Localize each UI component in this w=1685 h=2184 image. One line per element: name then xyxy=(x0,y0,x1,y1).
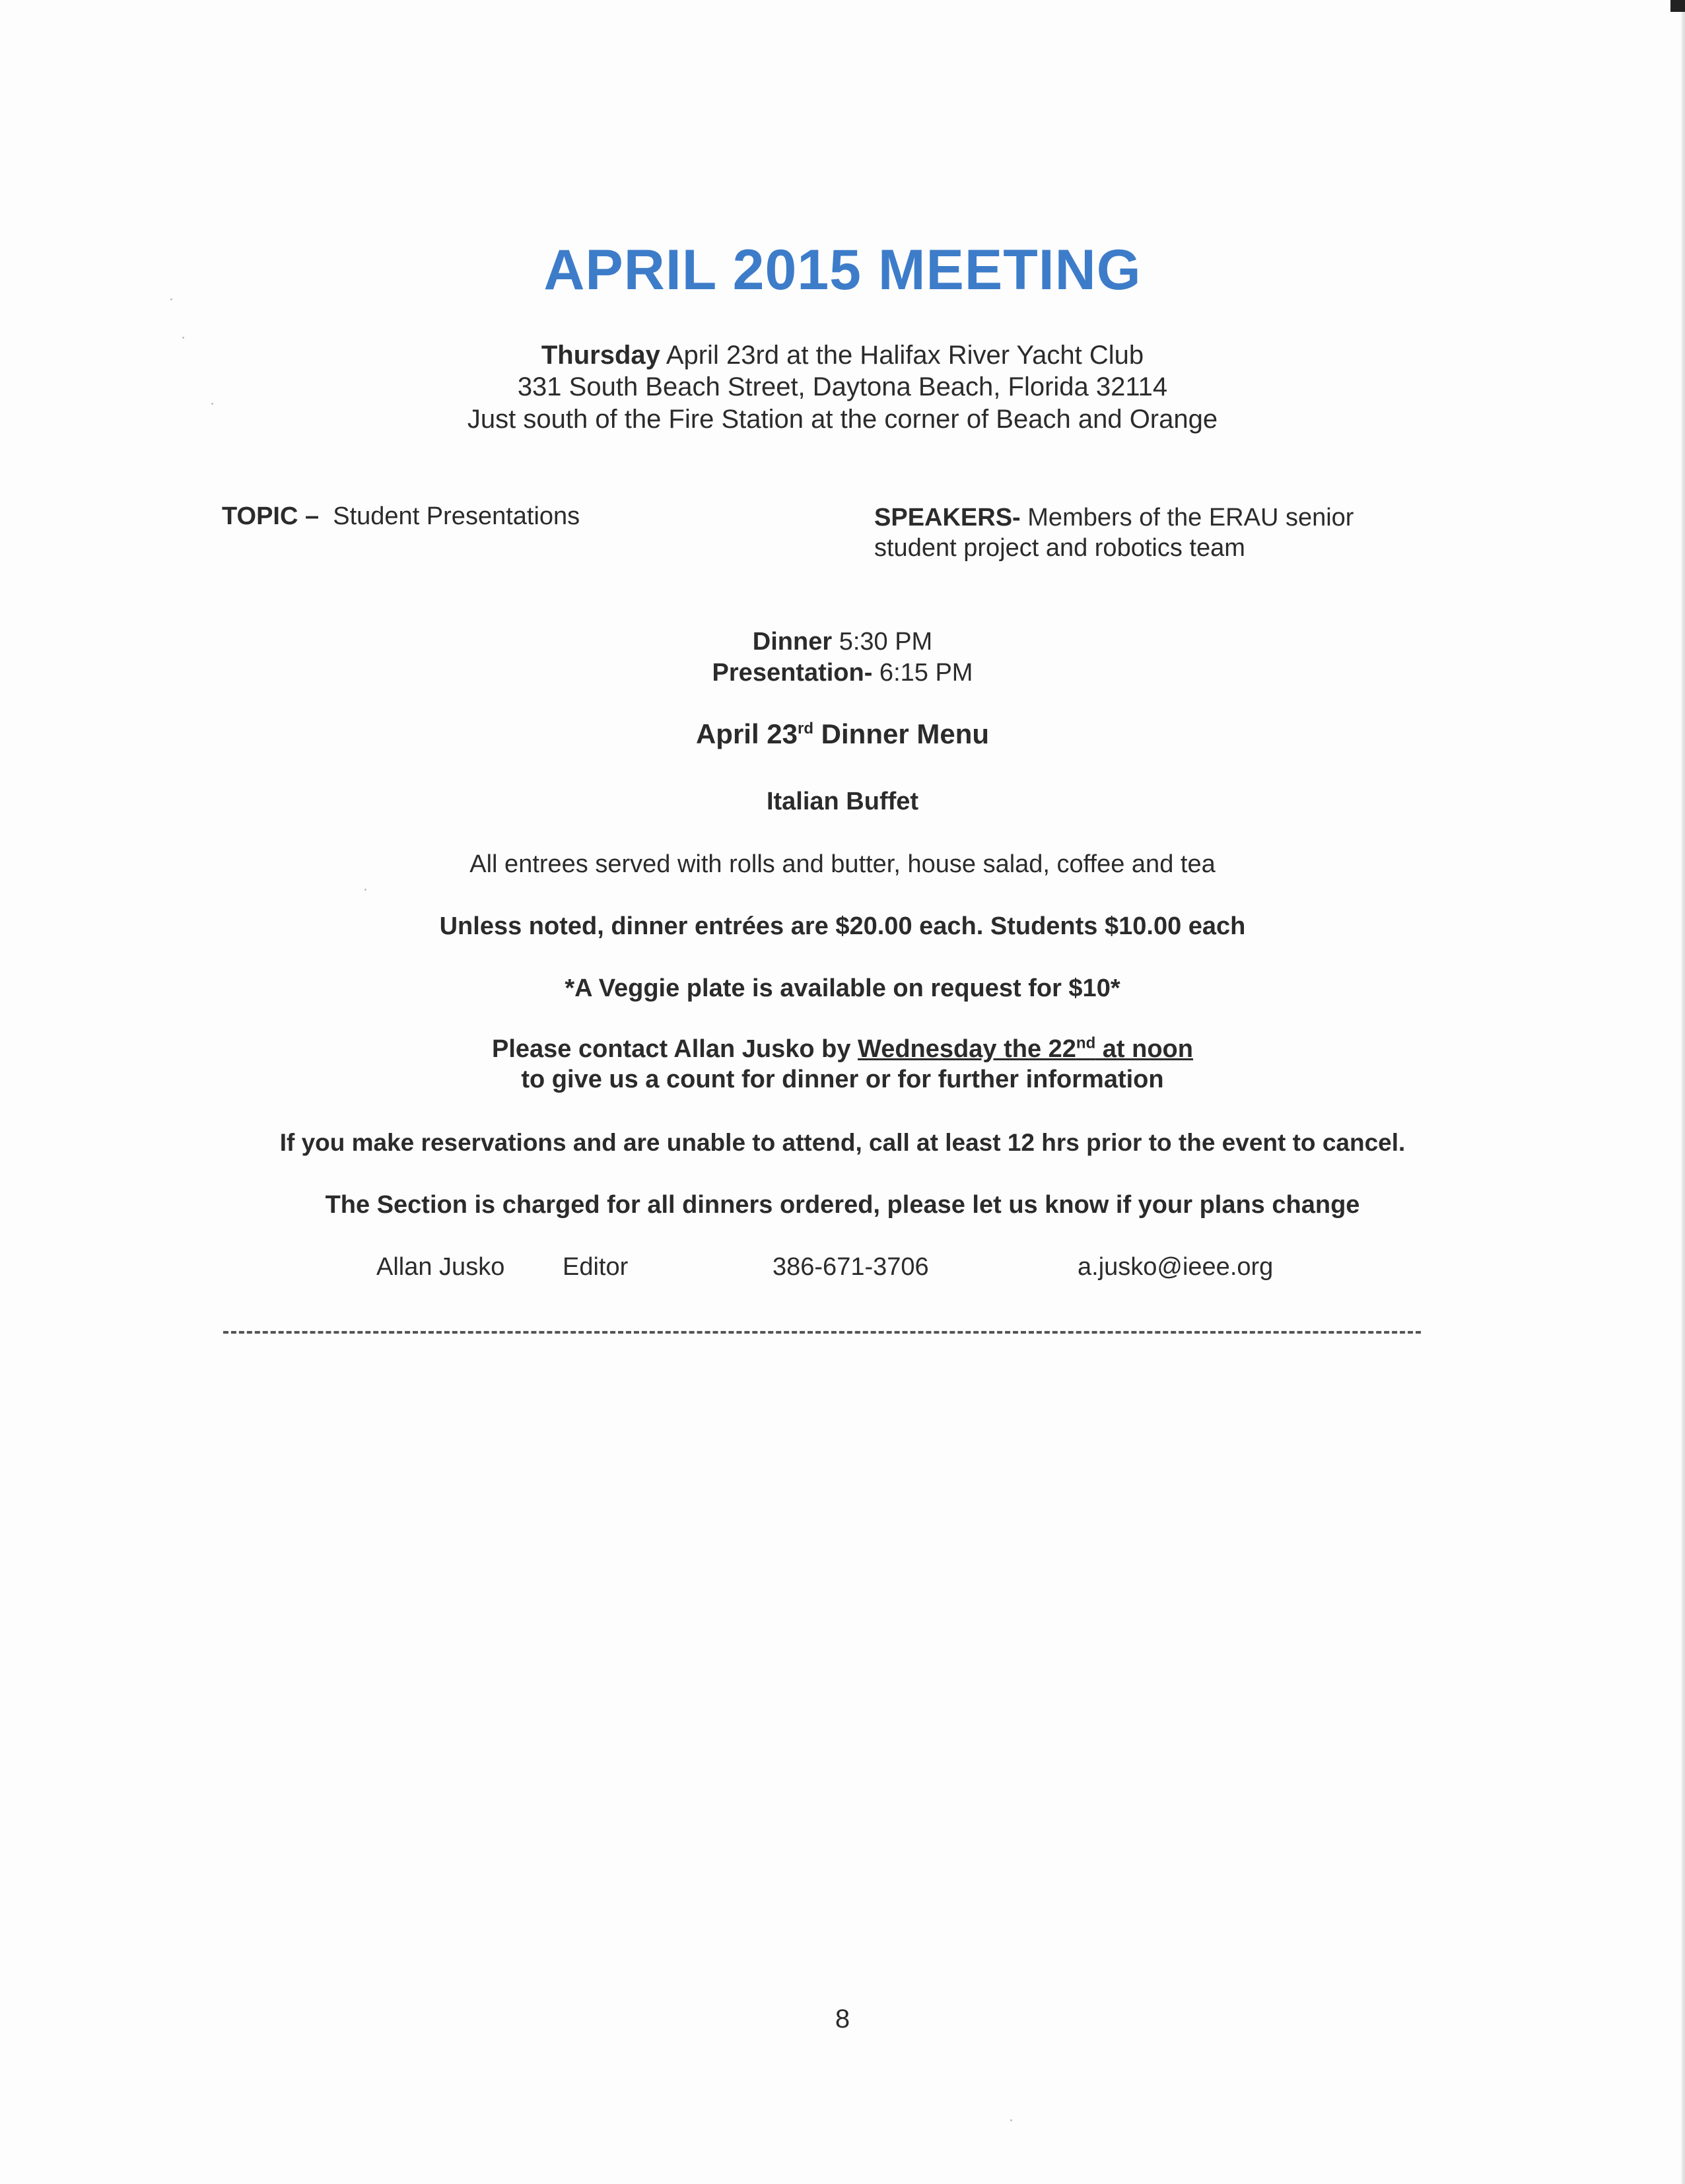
price-note: Unless noted, dinner entrées are $20.00 each. Students $10.00 each xyxy=(439,912,1246,940)
deadline-ordinal: nd xyxy=(1076,1034,1096,1052)
dinner-label: Dinner xyxy=(752,628,833,656)
editor-name: Allan Jusko xyxy=(376,1253,505,1281)
venue-day: Thursday xyxy=(541,341,660,370)
dinner-time-value: 5:30 PM xyxy=(832,628,933,656)
dinner-time xyxy=(0,628,1685,656)
speakers-line-1: Members of the ERAU senior xyxy=(1020,504,1354,531)
presentation-time-value: 6:15 PM xyxy=(872,659,973,687)
contact-line-2: to give us a count for dinner or for further information xyxy=(521,1066,1164,1093)
veggie-note: *A Veggie plate is available on request for $10* xyxy=(565,974,1120,1002)
venue-line-1-text: April 23rd at the Halifax River Yacht Club xyxy=(660,341,1144,370)
charge-policy: The Section is charged for all dinners ordered, please let us know if your plans change xyxy=(325,1191,1360,1219)
contact-line-1-text: Please contact Allan Jusko by xyxy=(492,1035,858,1063)
menu-title-date: April 23 xyxy=(695,718,798,749)
page-title: APRIL 2015 MEETING xyxy=(543,238,1142,302)
scan-speck xyxy=(182,337,184,339)
venue-directions: Just south of the Fire Station at the corner of Beach and Orange xyxy=(467,405,1218,434)
menu-title-ordinal: rd xyxy=(798,720,814,737)
scan-speck xyxy=(1010,2119,1012,2121)
menu-title-text: Dinner Menu xyxy=(813,718,990,749)
topic-label: TOPIC – xyxy=(222,502,320,530)
editor-email: a.jusko@ieee.org xyxy=(1078,1253,1274,1281)
presentation-label: Presentation- xyxy=(712,659,873,687)
speakers-label: SPEAKERS- xyxy=(874,504,1021,531)
buffet-heading: Italian Buffet xyxy=(766,788,919,815)
presentation-time xyxy=(0,659,1685,687)
speakers xyxy=(874,502,1468,563)
deadline-time: at noon xyxy=(1095,1035,1193,1063)
entrees-note: All entrees served with rolls and butter, house salad, coffee and tea xyxy=(469,850,1216,878)
venue-line-1 xyxy=(0,341,1685,370)
editor-role: Editor xyxy=(563,1253,629,1281)
editor-phone: 386-671-3706 xyxy=(773,1253,929,1281)
topic xyxy=(222,502,580,531)
page-number: 8 xyxy=(835,2004,850,2033)
contact-line-1 xyxy=(0,1035,1685,1064)
menu-title xyxy=(0,718,1685,750)
speakers-line-2: student project and robotics team xyxy=(874,534,1245,562)
scan-corner-mark xyxy=(1670,0,1685,12)
scan-speck xyxy=(364,889,366,891)
deadline xyxy=(858,1035,1193,1063)
venue-address: 331 South Beach Street, Daytona Beach, Florida 32114 xyxy=(517,372,1168,401)
deadline-date: Wednesday the 22 xyxy=(858,1035,1076,1063)
topic-value: Student Presentations xyxy=(333,502,580,530)
dashed-divider xyxy=(223,1331,1421,1334)
cancel-policy: If you make reservations and are unable to attend, call at least 12 hrs prior to the event to cancel. xyxy=(279,1129,1406,1156)
